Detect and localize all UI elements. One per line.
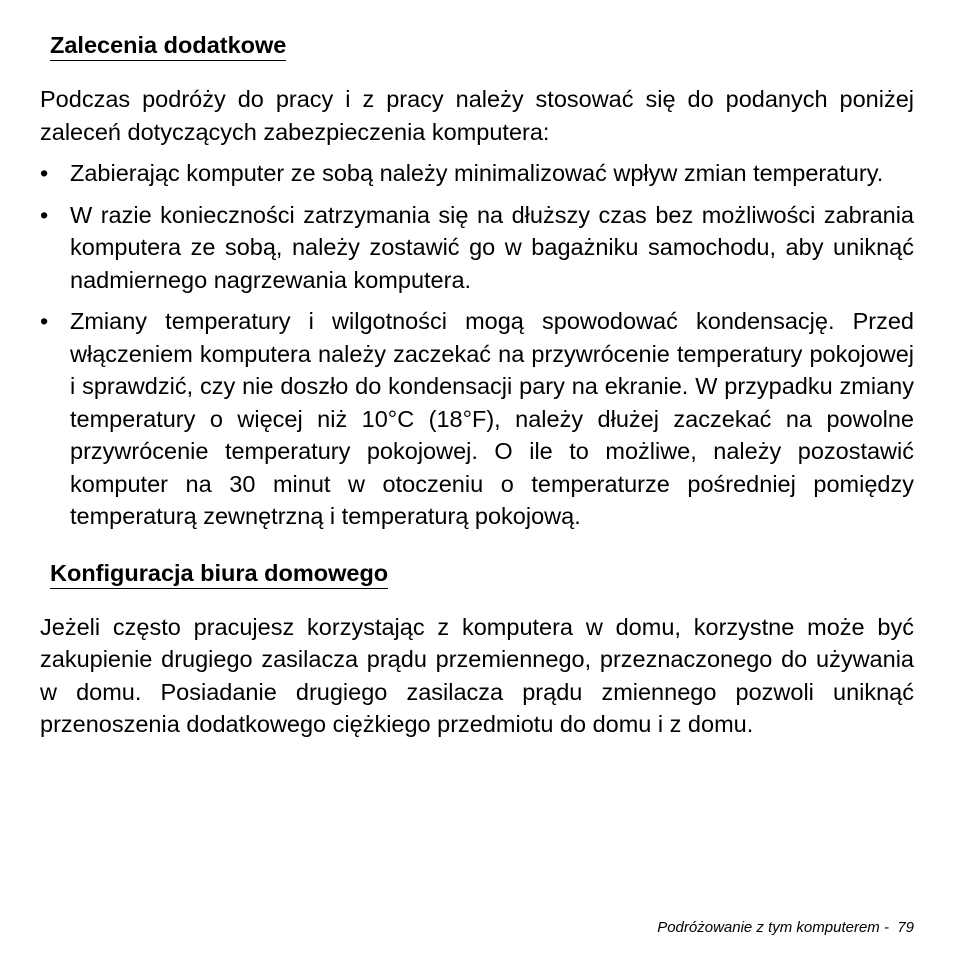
section-additional-recommendations — [40, 30, 914, 533]
footer-separator: - — [883, 919, 889, 936]
list-item — [40, 199, 914, 297]
section-title-additional-recommendations: Zalecenia dodatkowe — [50, 30, 286, 61]
list-item-text: W razie konieczności zatrzymania się na dłuższy czas bez możliwości zabrania komputera ze sobą, należy zostawić go w bagażniku samochodu, aby uniknąć nadmiernego nagrzewania komputera. — [70, 201, 914, 293]
list-item-text: Zabierając komputer ze sobą należy minimalizować wpływ zmian temperatury. — [70, 160, 884, 186]
page-footer — [657, 918, 914, 938]
page-content — [40, 30, 914, 741]
bullet-icon: • — [40, 201, 49, 228]
section-title-home-office: Konfiguracja biura domowego — [50, 558, 388, 589]
home-office-paragraph: Jeżeli często pracujesz korzystając z komputera w domu, korzystne może być zakupienie drugiego zasilacza prądu przemiennego, przeznaczonego do używania w domu. Posiadanie drugiego zasilacza prądu zmiennego pozwoli uniknąć przenoszenia dodatkowego ciężkiego przedmiotu do domu i z domu. — [40, 613, 914, 737]
footer-chapter-title: Podróżowanie z tym komputerem — [657, 919, 880, 936]
intro-paragraph: Podczas podróży do pracy i z pracy należy stosować się do podanych poniżej zaleceń dotyczących zabezpieczenia komputera: — [40, 86, 914, 145]
list-item-text: Zmiany temperatury i wilgotności mogą spowodować kondensację. Przed włączeniem komputera należy zaczekać na przywrócenie temperatury pokojowej i sprawdzić, czy nie doszło do kondensacji pary na ekranie. W przypadku zmiany temperatury o więcej niż 10°C (18°F), należy dłużej zaczekać na powolne przywrócenie temperatury pokojowej. O ile to możliwe, należy pozostawić komputer na 30 minut w otoczeniu o temperaturze pośredniej pomiędzy temperaturą zewnętrzną i temperaturą pokojową. — [70, 308, 914, 529]
page-number: 79 — [897, 919, 914, 936]
bullet-icon: • — [40, 308, 49, 334]
bullet-icon: • — [40, 160, 49, 186]
section-home-office — [40, 558, 914, 741]
list-item — [40, 305, 914, 533]
list-item — [40, 157, 914, 190]
recommendations-list — [40, 157, 914, 533]
